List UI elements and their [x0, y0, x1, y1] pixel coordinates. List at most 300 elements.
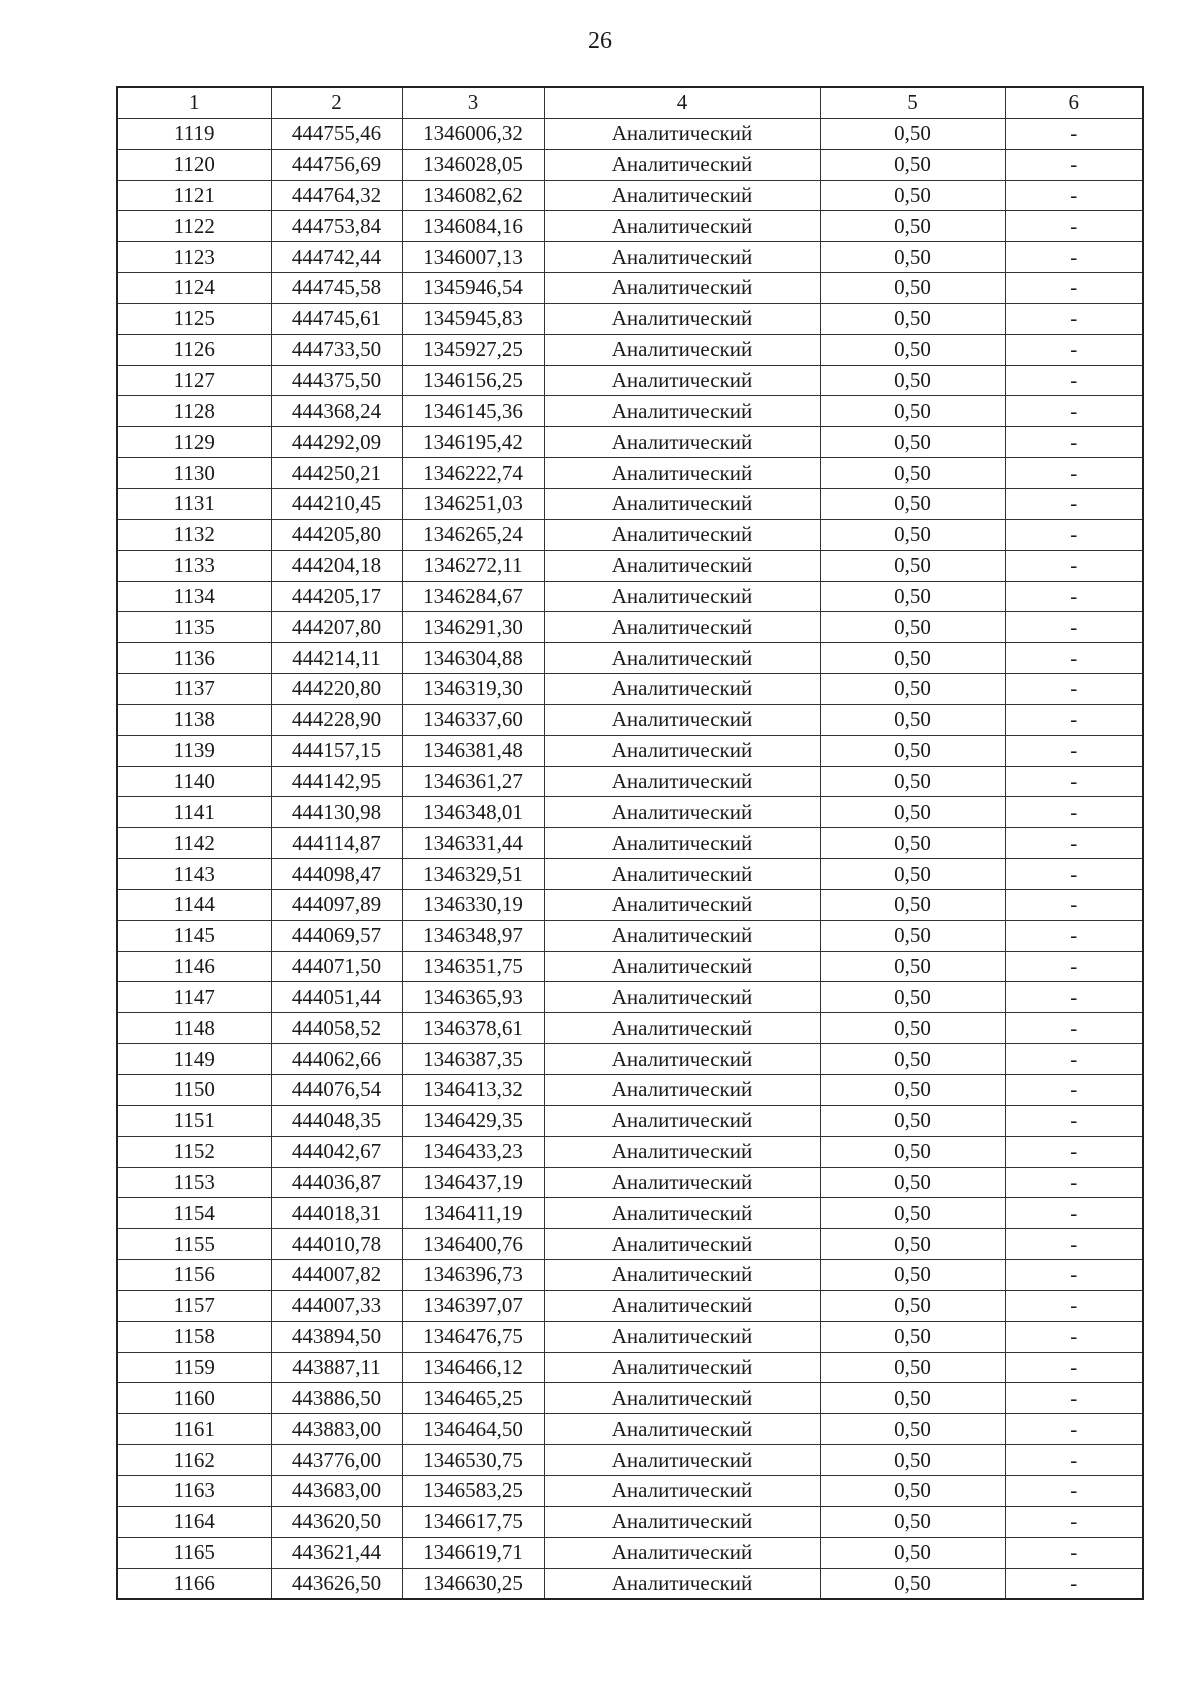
accuracy-cell: 0,50 — [820, 1260, 1005, 1291]
method-cell: Аналитический — [544, 797, 820, 828]
point-number-cell: 1152 — [117, 1136, 271, 1167]
x-coordinate-cell: 444204,18 — [271, 550, 402, 581]
note-cell: - — [1005, 1383, 1143, 1414]
note-cell: - — [1005, 1568, 1143, 1599]
method-cell: Аналитический — [544, 211, 820, 242]
point-number-cell: 1145 — [117, 920, 271, 951]
y-coordinate-cell: 1346630,25 — [402, 1568, 544, 1599]
x-coordinate-cell: 443887,11 — [271, 1352, 402, 1383]
y-coordinate-cell: 1346351,75 — [402, 951, 544, 982]
y-coordinate-cell: 1346381,48 — [402, 735, 544, 766]
note-cell: - — [1005, 889, 1143, 920]
point-number-cell: 1141 — [117, 797, 271, 828]
table-row — [117, 149, 1143, 180]
table-row — [117, 1198, 1143, 1229]
x-coordinate-cell: 444010,78 — [271, 1229, 402, 1260]
note-cell: - — [1005, 1198, 1143, 1229]
note-cell: - — [1005, 365, 1143, 396]
note-cell: - — [1005, 704, 1143, 735]
note-cell: - — [1005, 303, 1143, 334]
note-cell: - — [1005, 1475, 1143, 1506]
note-cell: - — [1005, 488, 1143, 519]
x-coordinate-cell: 444042,67 — [271, 1136, 402, 1167]
accuracy-cell: 0,50 — [820, 766, 1005, 797]
point-number-cell: 1150 — [117, 1075, 271, 1106]
accuracy-cell: 0,50 — [820, 674, 1005, 705]
method-cell: Аналитический — [544, 458, 820, 489]
column-header: 1 — [117, 87, 271, 118]
column-header: 3 — [402, 87, 544, 118]
y-coordinate-cell: 1346082,62 — [402, 180, 544, 211]
method-cell: Аналитический — [544, 396, 820, 427]
accuracy-cell: 0,50 — [820, 1075, 1005, 1106]
table-row — [117, 1075, 1143, 1106]
y-coordinate-cell: 1346411,19 — [402, 1198, 544, 1229]
point-number-cell: 1133 — [117, 550, 271, 581]
table-row — [117, 674, 1143, 705]
table-row — [117, 1414, 1143, 1445]
method-cell: Аналитический — [544, 1506, 820, 1537]
point-number-cell: 1135 — [117, 612, 271, 643]
note-cell: - — [1005, 519, 1143, 550]
accuracy-cell: 0,50 — [820, 365, 1005, 396]
note-cell: - — [1005, 427, 1143, 458]
y-coordinate-cell: 1346361,27 — [402, 766, 544, 797]
coordinates-table — [116, 86, 1144, 1600]
point-number-cell: 1125 — [117, 303, 271, 334]
table-row — [117, 1260, 1143, 1291]
point-number-cell: 1154 — [117, 1198, 271, 1229]
x-coordinate-cell: 444764,32 — [271, 180, 402, 211]
y-coordinate-cell: 1346006,32 — [402, 118, 544, 149]
method-cell: Аналитический — [544, 828, 820, 859]
point-number-cell: 1137 — [117, 674, 271, 705]
point-number-cell: 1165 — [117, 1537, 271, 1568]
y-coordinate-cell: 1346397,07 — [402, 1290, 544, 1321]
method-cell: Аналитический — [544, 1568, 820, 1599]
y-coordinate-cell: 1346028,05 — [402, 149, 544, 180]
method-cell: Аналитический — [544, 1136, 820, 1167]
x-coordinate-cell: 444048,35 — [271, 1105, 402, 1136]
x-coordinate-cell: 444210,45 — [271, 488, 402, 519]
point-number-cell: 1120 — [117, 149, 271, 180]
note-cell: - — [1005, 1013, 1143, 1044]
y-coordinate-cell: 1346145,36 — [402, 396, 544, 427]
y-coordinate-cell: 1346329,51 — [402, 859, 544, 890]
method-cell: Аналитический — [544, 1537, 820, 1568]
y-coordinate-cell: 1346156,25 — [402, 365, 544, 396]
note-cell: - — [1005, 581, 1143, 612]
point-number-cell: 1161 — [117, 1414, 271, 1445]
table-row — [117, 766, 1143, 797]
point-number-cell: 1142 — [117, 828, 271, 859]
accuracy-cell: 0,50 — [820, 1445, 1005, 1476]
y-coordinate-cell: 1346348,97 — [402, 920, 544, 951]
table-row — [117, 889, 1143, 920]
point-number-cell: 1130 — [117, 458, 271, 489]
note-cell: - — [1005, 1260, 1143, 1291]
table-row — [117, 211, 1143, 242]
x-coordinate-cell: 444205,80 — [271, 519, 402, 550]
header-row — [117, 87, 1143, 118]
x-coordinate-cell: 444069,57 — [271, 920, 402, 951]
note-cell: - — [1005, 334, 1143, 365]
accuracy-cell: 0,50 — [820, 1136, 1005, 1167]
table-row — [117, 180, 1143, 211]
table-row — [117, 118, 1143, 149]
accuracy-cell: 0,50 — [820, 1537, 1005, 1568]
x-coordinate-cell: 444753,84 — [271, 211, 402, 242]
y-coordinate-cell: 1345927,25 — [402, 334, 544, 365]
accuracy-cell: 0,50 — [820, 211, 1005, 242]
note-cell: - — [1005, 550, 1143, 581]
x-coordinate-cell: 444220,80 — [271, 674, 402, 705]
y-coordinate-cell: 1345945,83 — [402, 303, 544, 334]
x-coordinate-cell: 444076,54 — [271, 1075, 402, 1106]
note-cell: - — [1005, 1537, 1143, 1568]
note-cell: - — [1005, 766, 1143, 797]
accuracy-cell: 0,50 — [820, 643, 1005, 674]
point-number-cell: 1122 — [117, 211, 271, 242]
table-row — [117, 1105, 1143, 1136]
x-coordinate-cell: 444207,80 — [271, 612, 402, 643]
note-cell: - — [1005, 273, 1143, 304]
accuracy-cell: 0,50 — [820, 982, 1005, 1013]
method-cell: Аналитический — [544, 1445, 820, 1476]
accuracy-cell: 0,50 — [820, 1290, 1005, 1321]
y-coordinate-cell: 1346617,75 — [402, 1506, 544, 1537]
x-coordinate-cell: 444058,52 — [271, 1013, 402, 1044]
note-cell: - — [1005, 118, 1143, 149]
x-coordinate-cell: 444375,50 — [271, 365, 402, 396]
table-row — [117, 1229, 1143, 1260]
method-cell: Аналитический — [544, 519, 820, 550]
method-cell: Аналитический — [544, 303, 820, 334]
table-row — [117, 396, 1143, 427]
point-number-cell: 1159 — [117, 1352, 271, 1383]
point-number-cell: 1138 — [117, 704, 271, 735]
method-cell: Аналитический — [544, 1044, 820, 1075]
point-number-cell: 1127 — [117, 365, 271, 396]
accuracy-cell: 0,50 — [820, 1475, 1005, 1506]
note-cell: - — [1005, 149, 1143, 180]
table-row — [117, 643, 1143, 674]
table-row — [117, 1290, 1143, 1321]
method-cell: Аналитический — [544, 889, 820, 920]
accuracy-cell: 0,50 — [820, 704, 1005, 735]
note-cell: - — [1005, 1075, 1143, 1106]
method-cell: Аналитический — [544, 488, 820, 519]
note-cell: - — [1005, 982, 1143, 1013]
note-cell: - — [1005, 643, 1143, 674]
column-header: 6 — [1005, 87, 1143, 118]
y-coordinate-cell: 1346429,35 — [402, 1105, 544, 1136]
method-cell: Аналитический — [544, 1260, 820, 1291]
y-coordinate-cell: 1346378,61 — [402, 1013, 544, 1044]
column-header: 2 — [271, 87, 402, 118]
table-row — [117, 797, 1143, 828]
y-coordinate-cell: 1346476,75 — [402, 1321, 544, 1352]
x-coordinate-cell: 444098,47 — [271, 859, 402, 890]
point-number-cell: 1132 — [117, 519, 271, 550]
y-coordinate-cell: 1346400,76 — [402, 1229, 544, 1260]
x-coordinate-cell: 444007,33 — [271, 1290, 402, 1321]
method-cell: Аналитический — [544, 1414, 820, 1445]
note-cell: - — [1005, 735, 1143, 766]
note-cell: - — [1005, 828, 1143, 859]
x-coordinate-cell: 444250,21 — [271, 458, 402, 489]
accuracy-cell: 0,50 — [820, 1013, 1005, 1044]
table-row — [117, 735, 1143, 766]
method-cell: Аналитический — [544, 951, 820, 982]
point-number-cell: 1121 — [117, 180, 271, 211]
note-cell: - — [1005, 951, 1143, 982]
method-cell: Аналитический — [544, 427, 820, 458]
note-cell: - — [1005, 211, 1143, 242]
accuracy-cell: 0,50 — [820, 1105, 1005, 1136]
x-coordinate-cell: 444157,15 — [271, 735, 402, 766]
accuracy-cell: 0,50 — [820, 458, 1005, 489]
method-cell: Аналитический — [544, 643, 820, 674]
x-coordinate-cell: 444130,98 — [271, 797, 402, 828]
point-number-cell: 1126 — [117, 334, 271, 365]
y-coordinate-cell: 1346466,12 — [402, 1352, 544, 1383]
point-number-cell: 1146 — [117, 951, 271, 982]
y-coordinate-cell: 1346284,67 — [402, 581, 544, 612]
accuracy-cell: 0,50 — [820, 180, 1005, 211]
note-cell: - — [1005, 1229, 1143, 1260]
method-cell: Аналитический — [544, 1229, 820, 1260]
method-cell: Аналитический — [544, 1290, 820, 1321]
accuracy-cell: 0,50 — [820, 1568, 1005, 1599]
x-coordinate-cell: 444205,17 — [271, 581, 402, 612]
y-coordinate-cell: 1346272,11 — [402, 550, 544, 581]
x-coordinate-cell: 444733,50 — [271, 334, 402, 365]
accuracy-cell: 0,50 — [820, 334, 1005, 365]
method-cell: Аналитический — [544, 920, 820, 951]
point-number-cell: 1156 — [117, 1260, 271, 1291]
point-number-cell: 1164 — [117, 1506, 271, 1537]
note-cell: - — [1005, 180, 1143, 211]
y-coordinate-cell: 1346396,73 — [402, 1260, 544, 1291]
accuracy-cell: 0,50 — [820, 1383, 1005, 1414]
x-coordinate-cell: 443683,00 — [271, 1475, 402, 1506]
table-row — [117, 303, 1143, 334]
x-coordinate-cell: 444062,66 — [271, 1044, 402, 1075]
table-row — [117, 1506, 1143, 1537]
point-number-cell: 1123 — [117, 242, 271, 273]
point-number-cell: 1128 — [117, 396, 271, 427]
point-number-cell: 1162 — [117, 1445, 271, 1476]
x-coordinate-cell: 444745,61 — [271, 303, 402, 334]
y-coordinate-cell: 1346365,93 — [402, 982, 544, 1013]
note-cell: - — [1005, 859, 1143, 890]
accuracy-cell: 0,50 — [820, 550, 1005, 581]
accuracy-cell: 0,50 — [820, 1352, 1005, 1383]
note-cell: - — [1005, 1290, 1143, 1321]
accuracy-cell: 0,50 — [820, 797, 1005, 828]
x-coordinate-cell: 444292,09 — [271, 427, 402, 458]
note-cell: - — [1005, 674, 1143, 705]
accuracy-cell: 0,50 — [820, 1229, 1005, 1260]
x-coordinate-cell: 444756,69 — [271, 149, 402, 180]
table-row — [117, 920, 1143, 951]
x-coordinate-cell: 444368,24 — [271, 396, 402, 427]
x-coordinate-cell: 443621,44 — [271, 1537, 402, 1568]
y-coordinate-cell: 1346265,24 — [402, 519, 544, 550]
y-coordinate-cell: 1346583,25 — [402, 1475, 544, 1506]
point-number-cell: 1157 — [117, 1290, 271, 1321]
note-cell: - — [1005, 1321, 1143, 1352]
note-cell: - — [1005, 1044, 1143, 1075]
note-cell: - — [1005, 1445, 1143, 1476]
accuracy-cell: 0,50 — [820, 581, 1005, 612]
point-number-cell: 1151 — [117, 1105, 271, 1136]
x-coordinate-cell: 444214,11 — [271, 643, 402, 674]
point-number-cell: 1124 — [117, 273, 271, 304]
table-row — [117, 1136, 1143, 1167]
y-coordinate-cell: 1346195,42 — [402, 427, 544, 458]
table-row — [117, 1475, 1143, 1506]
table-body — [117, 118, 1143, 1599]
method-cell: Аналитический — [544, 1198, 820, 1229]
point-number-cell: 1149 — [117, 1044, 271, 1075]
note-cell: - — [1005, 1136, 1143, 1167]
x-coordinate-cell: 444097,89 — [271, 889, 402, 920]
x-coordinate-cell: 444142,95 — [271, 766, 402, 797]
table-row — [117, 859, 1143, 890]
note-cell: - — [1005, 242, 1143, 273]
method-cell: Аналитический — [544, 704, 820, 735]
method-cell: Аналитический — [544, 180, 820, 211]
table-row — [117, 951, 1143, 982]
method-cell: Аналитический — [544, 735, 820, 766]
table-header — [117, 87, 1143, 118]
y-coordinate-cell: 1346433,23 — [402, 1136, 544, 1167]
accuracy-cell: 0,50 — [820, 612, 1005, 643]
note-cell: - — [1005, 1414, 1143, 1445]
accuracy-cell: 0,50 — [820, 488, 1005, 519]
point-number-cell: 1158 — [117, 1321, 271, 1352]
note-cell: - — [1005, 1506, 1143, 1537]
accuracy-cell: 0,50 — [820, 889, 1005, 920]
x-coordinate-cell: 444018,31 — [271, 1198, 402, 1229]
point-number-cell: 1134 — [117, 581, 271, 612]
table-row — [117, 982, 1143, 1013]
y-coordinate-cell: 1346530,75 — [402, 1445, 544, 1476]
table-row — [117, 1013, 1143, 1044]
method-cell: Аналитический — [544, 1013, 820, 1044]
y-coordinate-cell: 1346465,25 — [402, 1383, 544, 1414]
note-cell: - — [1005, 612, 1143, 643]
table-row — [117, 458, 1143, 489]
point-number-cell: 1131 — [117, 488, 271, 519]
note-cell: - — [1005, 458, 1143, 489]
x-coordinate-cell: 444742,44 — [271, 242, 402, 273]
accuracy-cell: 0,50 — [820, 1044, 1005, 1075]
x-coordinate-cell: 443776,00 — [271, 1445, 402, 1476]
y-coordinate-cell: 1346413,32 — [402, 1075, 544, 1106]
accuracy-cell: 0,50 — [820, 859, 1005, 890]
accuracy-cell: 0,50 — [820, 273, 1005, 304]
method-cell: Аналитический — [544, 149, 820, 180]
y-coordinate-cell: 1346348,01 — [402, 797, 544, 828]
table-row — [117, 550, 1143, 581]
accuracy-cell: 0,50 — [820, 118, 1005, 149]
method-cell: Аналитический — [544, 1105, 820, 1136]
column-header: 4 — [544, 87, 820, 118]
table-row — [117, 828, 1143, 859]
y-coordinate-cell: 1346084,16 — [402, 211, 544, 242]
table-row — [117, 1044, 1143, 1075]
table-row — [117, 612, 1143, 643]
x-coordinate-cell: 443886,50 — [271, 1383, 402, 1414]
y-coordinate-cell: 1346387,35 — [402, 1044, 544, 1075]
method-cell: Аналитический — [544, 982, 820, 1013]
y-coordinate-cell: 1346319,30 — [402, 674, 544, 705]
method-cell: Аналитический — [544, 674, 820, 705]
table-row — [117, 1568, 1143, 1599]
table-row — [117, 704, 1143, 735]
point-number-cell: 1163 — [117, 1475, 271, 1506]
method-cell: Аналитический — [544, 859, 820, 890]
method-cell: Аналитический — [544, 1475, 820, 1506]
method-cell: Аналитический — [544, 581, 820, 612]
table-row — [117, 365, 1143, 396]
x-coordinate-cell: 444036,87 — [271, 1167, 402, 1198]
method-cell: Аналитический — [544, 118, 820, 149]
accuracy-cell: 0,50 — [820, 828, 1005, 859]
point-number-cell: 1153 — [117, 1167, 271, 1198]
method-cell: Аналитический — [544, 766, 820, 797]
accuracy-cell: 0,50 — [820, 149, 1005, 180]
accuracy-cell: 0,50 — [820, 427, 1005, 458]
point-number-cell: 1147 — [117, 982, 271, 1013]
method-cell: Аналитический — [544, 365, 820, 396]
point-number-cell: 1143 — [117, 859, 271, 890]
x-coordinate-cell: 443626,50 — [271, 1568, 402, 1599]
page-number: 26 — [588, 28, 612, 54]
x-coordinate-cell: 443620,50 — [271, 1506, 402, 1537]
table-row — [117, 273, 1143, 304]
y-coordinate-cell: 1346337,60 — [402, 704, 544, 735]
point-number-cell: 1148 — [117, 1013, 271, 1044]
method-cell: Аналитический — [544, 273, 820, 304]
x-coordinate-cell: 444228,90 — [271, 704, 402, 735]
note-cell: - — [1005, 1105, 1143, 1136]
x-coordinate-cell: 443883,00 — [271, 1414, 402, 1445]
table-row — [117, 519, 1143, 550]
table-row — [117, 1383, 1143, 1414]
x-coordinate-cell: 443894,50 — [271, 1321, 402, 1352]
point-number-cell: 1166 — [117, 1568, 271, 1599]
point-number-cell: 1129 — [117, 427, 271, 458]
accuracy-cell: 0,50 — [820, 242, 1005, 273]
method-cell: Аналитический — [544, 334, 820, 365]
note-cell: - — [1005, 797, 1143, 828]
y-coordinate-cell: 1346007,13 — [402, 242, 544, 273]
table-row — [117, 427, 1143, 458]
x-coordinate-cell: 444114,87 — [271, 828, 402, 859]
y-coordinate-cell: 1346331,44 — [402, 828, 544, 859]
accuracy-cell: 0,50 — [820, 1506, 1005, 1537]
table-row — [117, 1321, 1143, 1352]
method-cell: Аналитический — [544, 1075, 820, 1106]
method-cell: Аналитический — [544, 1167, 820, 1198]
table-row — [117, 1352, 1143, 1383]
table-row — [117, 488, 1143, 519]
method-cell: Аналитический — [544, 242, 820, 273]
